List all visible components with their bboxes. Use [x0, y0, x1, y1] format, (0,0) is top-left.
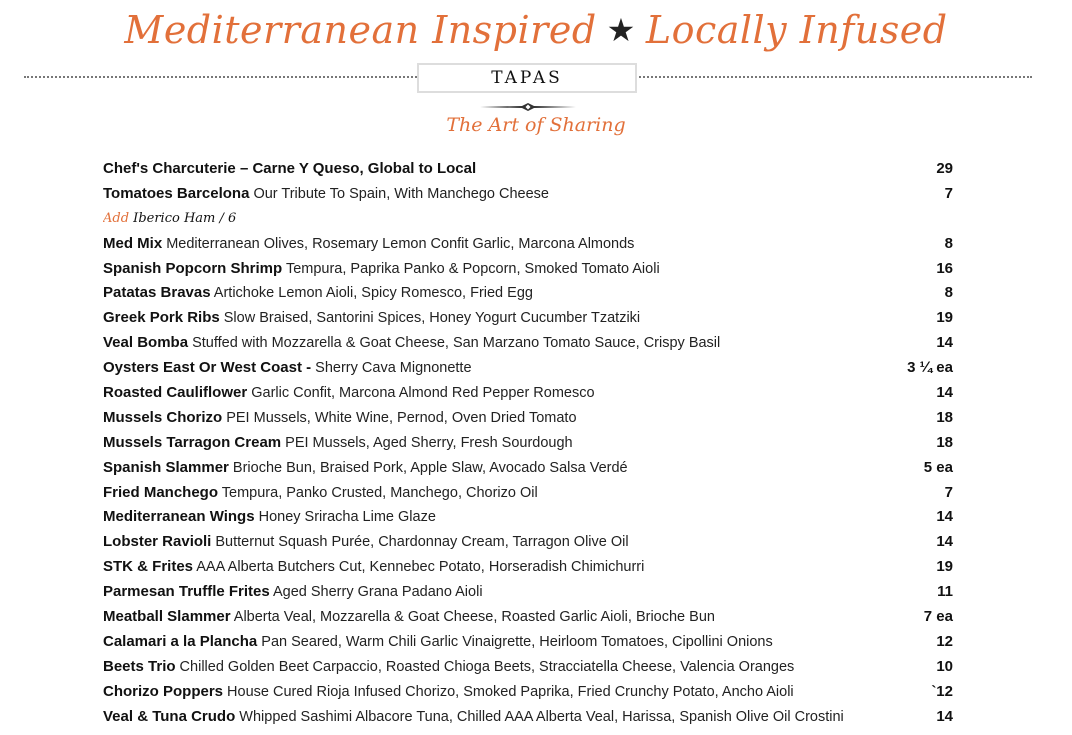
star-icon: ★ — [606, 11, 636, 49]
item-description: Stuffed with Mozzarella & Goat Cheese, San Marzano Tomato Sauce, Crispy Basil — [188, 335, 721, 352]
item-name: Greek Pork Ribs — [103, 309, 220, 327]
item-description: Chilled Golden Beet Carpaccio, Roasted Chioga Beets, Stracciatella Cheese, Valencia Oranges — [175, 658, 795, 675]
section-heading: TAPAS — [417, 63, 637, 93]
item-name: Lobster Ravioli — [103, 533, 212, 551]
menu-item — [103, 257, 953, 282]
header-title-right: Locally Infused — [645, 8, 948, 52]
item-name: Oysters East Or West Coast - — [103, 359, 312, 377]
menu-item-featured — [103, 157, 953, 182]
menu-item — [103, 182, 953, 207]
item-description: Whipped Sashimi Albacore Tuna, Chilled AAA Alberta Veal, Harissa, Spanish Olive Oil Crostini — [235, 708, 844, 725]
item-name-rest: , Global to Local — [359, 160, 477, 177]
item-name: Meatball Slammer — [103, 608, 231, 626]
item-description: Aged Sherry Grana Padano Aioli — [269, 584, 483, 601]
item-description: Sherry Cava Mignonette — [311, 360, 472, 377]
item-name: Parmesan Truffle Frites — [103, 583, 270, 601]
item-price: `12 — [931, 682, 953, 700]
item-price: 7 — [944, 483, 953, 501]
menu-item — [103, 530, 953, 555]
item-name: Tomatoes Barcelona — [103, 184, 250, 202]
item-description: Garlic Confit, Marcona Almond Red Pepper Romesco — [247, 385, 595, 402]
addon-text: Iberico Ham / 6 — [129, 210, 237, 226]
item-price: 8 — [944, 234, 953, 252]
item-description: AAA Alberta Butchers Cut, Kennebec Potato, Horseradish Chimichurri — [193, 559, 645, 576]
menu-item — [103, 555, 953, 580]
item-price: 29 — [936, 160, 953, 177]
item-description: PEI Mussels, White Wine, Pernod, Oven Dried Tomato — [222, 409, 577, 426]
item-price: 18 — [936, 408, 953, 426]
item-name: Veal & Tuna Crudo — [103, 707, 236, 725]
item-price: 14 — [936, 533, 953, 551]
section-subtitle: The Art of Sharing — [446, 114, 626, 136]
item-price: 7 ea — [923, 608, 953, 626]
item-name: Med Mix — [103, 234, 163, 252]
header-title-left: Mediterranean Inspired — [124, 8, 597, 52]
item-name: Fried Manchego — [103, 483, 219, 501]
menu-item — [103, 431, 953, 456]
item-name: Spanish Popcorn Shrimp — [103, 259, 283, 277]
menu-item — [103, 232, 953, 257]
item-name: Chorizo Poppers — [103, 682, 224, 700]
item-price: 7 — [944, 184, 953, 202]
item-description: Brioche Bun, Braised Pork, Apple Slaw, Avocado Salsa Verdé — [228, 459, 628, 476]
item-description: Alberta Veal, Mozzarella & Goat Cheese, Roasted Garlic Aioli, Brioche Bun — [230, 609, 715, 626]
item-price: 16 — [936, 259, 953, 277]
menu-item — [103, 406, 953, 431]
item-price: 11 — [937, 583, 953, 601]
menu-item — [103, 306, 953, 331]
item-name: Roasted Cauliflower — [103, 384, 248, 402]
flourish-divider-icon — [478, 100, 578, 114]
item-description: Slow Braised, Santorini Spices, Honey Yogurt Cucumber Tzatziki — [219, 310, 641, 327]
item-description: Pan Seared, Warm Chili Garlic Vinaigrette, Heirloom Tomatoes, Cipollini Onions — [257, 633, 773, 650]
item-price: 10 — [936, 657, 953, 675]
item-description: Artichoke Lemon Aioli, Spicy Romesco, Fried Egg — [210, 285, 533, 302]
item-description: Butternut Squash Purée, Chardonnay Cream, Tarragon Olive Oil — [211, 534, 629, 551]
menu-item — [103, 630, 953, 655]
menu-addon — [103, 207, 953, 232]
menu-item — [103, 456, 953, 481]
item-name: Beets Trio — [103, 657, 176, 675]
item-price: 14 — [936, 384, 953, 402]
item-description: Tempura, Paprika Panko & Popcorn, Smoked Tomato Aioli — [282, 260, 660, 277]
item-price: 14 — [936, 508, 953, 526]
item-price: 14 — [936, 334, 953, 352]
menu-item — [103, 655, 953, 680]
item-price: 12 — [936, 632, 953, 650]
item-name: Mussels Chorizo — [103, 408, 223, 426]
menu-item — [103, 705, 953, 730]
item-name: Veal Bomba — [103, 334, 189, 352]
item-name: Calamari a la Plancha — [103, 632, 258, 650]
item-description: Honey Sriracha Lime Glaze — [254, 509, 436, 526]
item-name: Patatas Bravas — [103, 284, 211, 302]
addon-label: Add — [103, 210, 130, 226]
item-price: 14 — [936, 707, 953, 725]
menu-item — [103, 505, 953, 530]
item-name: STK & Frites — [103, 558, 194, 576]
item-price: 19 — [936, 558, 953, 576]
item-description: Tempura, Panko Crusted, Manchego, Chorizo Oil — [218, 484, 538, 501]
item-description: Mediterranean Olives, Rosemary Lemon Confit Garlic, Marcona Almonds — [162, 235, 635, 252]
item-description: Our Tribute To Spain, With Manchego Cheese — [249, 185, 549, 202]
menu-item — [103, 381, 953, 406]
menu-item — [103, 481, 953, 506]
item-price: 3 ¼ ea — [907, 359, 953, 377]
item-description: PEI Mussels, Aged Sherry, Fresh Sourdough — [281, 434, 573, 451]
item-name-accent: Carne Y Queso — [252, 160, 360, 177]
item-name: Mussels Tarragon Cream — [103, 433, 282, 451]
menu-item — [103, 605, 953, 630]
item-description: House Cured Rioja Infused Chorizo, Smoked Paprika, Fried Crunchy Potato, Ancho Aioli — [223, 683, 794, 700]
item-name: Spanish Slammer — [103, 458, 229, 476]
menu-item — [103, 680, 953, 705]
menu-header-title — [0, 0, 1072, 60]
item-price: 5 ea — [923, 458, 953, 476]
menu-list — [103, 157, 953, 729]
menu-item — [103, 580, 953, 605]
item-price: 8 — [944, 284, 953, 302]
menu-item — [103, 356, 953, 381]
item-price: 19 — [936, 309, 953, 327]
item-name: Chef's Charcuterie – — [103, 160, 253, 177]
menu-item — [103, 281, 953, 306]
item-name: Mediterranean Wings — [103, 508, 255, 526]
item-price: 18 — [936, 433, 953, 451]
menu-item — [103, 331, 953, 356]
